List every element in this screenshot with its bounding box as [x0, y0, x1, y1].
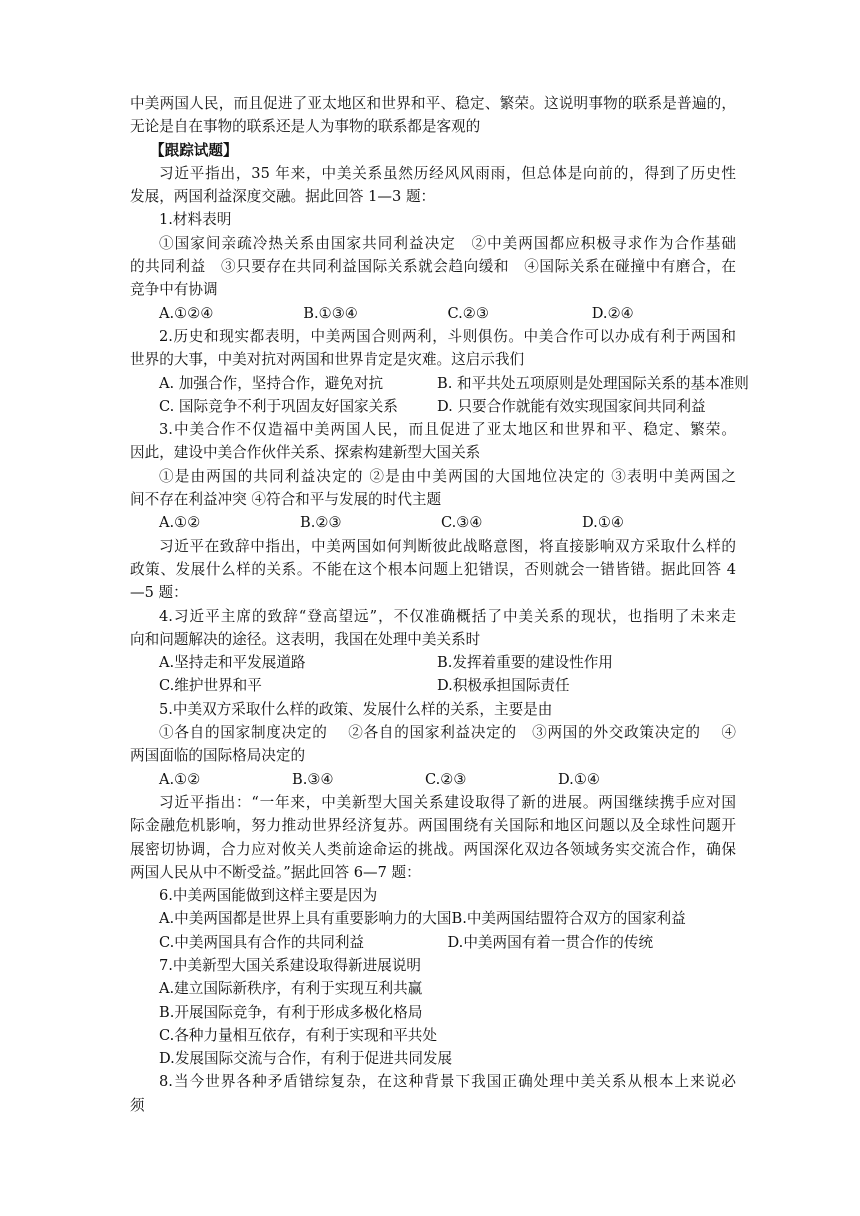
question-8: 须	[130, 1096, 145, 1114]
question-4: 4.习近平主席的致辞“登高望远”，不仅准确概括了中美关系的现状，也指明了未来走	[159, 607, 736, 625]
option-b: B.①③④	[303, 304, 358, 322]
question-1: 1.材料表明	[159, 211, 232, 229]
material-text: 习近平指出，35 年来，中美关系虽然历经风风雨雨，但总体是向前的，得到了历史性	[159, 164, 736, 182]
option-d: D.①④	[582, 514, 624, 532]
question-5: 5.中美双方采取什么样的政策、发展什么样的关系，主要是由	[159, 700, 553, 718]
question-2-options	[130, 395, 736, 418]
question-1-statements: 竞争中有协调	[130, 281, 218, 299]
option-d: D.②④	[591, 304, 634, 322]
text-line: 无论是自在事物的联系还是人为事物的联系都是客观的	[130, 118, 481, 136]
option-b: B.开展国际竞争，有利于形成多极化格局	[159, 1003, 423, 1021]
option-a: A. 加强合作，坚持合作，避免对抗	[159, 374, 384, 392]
option-d: D.发展国际交流与合作，有利于促进共同发展	[159, 1050, 453, 1068]
option-b: B.③④	[292, 770, 334, 788]
question-3: 因此，建设中美合作伙伴关系、探索构建新型大国关系	[130, 444, 481, 462]
option-c: C.②③	[425, 770, 467, 788]
question-2: 2.历史和现实都表明，中美两国合则两利，斗则俱伤。中美合作可以办成有利于两国和	[159, 327, 736, 345]
option-c: C.中美两国具有合作的共同利益	[159, 933, 365, 951]
question-1-statements: ①国家间亲疏冷热关系由国家共同利益决定 ②中美两国都应积极寻求作为合作基础	[159, 234, 736, 252]
material-text: —5 题：	[130, 584, 188, 602]
question-3-statements: 间不存在利益冲突 ④符合和平与发展的时代主题	[130, 491, 442, 509]
question-8: 8.当今世界各种矛盾错综复杂，在这种背景下我国正确处理中美关系从根本上来说必	[159, 1073, 736, 1091]
option-d: D.中美两国有着一贯合作的传统	[447, 933, 654, 951]
question-6-options	[130, 907, 736, 930]
material-text: 发展，两国利益深度交融。据此回答 1—3 题：	[130, 188, 436, 206]
option-c: C.各种力量相互依存，有利于实现和平共处	[159, 1026, 437, 1044]
question-3-statements: ①是由两国的共同利益决定的 ②是由中美两国的大国地位决定的 ③表明中美两国之	[159, 467, 736, 485]
question-4-options	[130, 651, 736, 674]
material-text: 政策、发展什么样的关系。不能在这个根本问题上犯错误，否则就会一错皆错。据此回答 4	[130, 560, 736, 578]
option-b: B.发挥着重要的建设性作用	[437, 654, 613, 672]
option-c: C.维护世界和平	[159, 677, 262, 695]
option-a: A.①②	[159, 514, 201, 532]
question-2-options	[130, 372, 749, 395]
material-text: 习近平指出：“一年来，中美新型大国关系建设取得了新的进展。两国继续携手应对国	[159, 793, 736, 811]
material-text: 际金融危机影响，努力推动世界经济复苏。两国围绕有关国际和地区问题以及全球性问题开	[130, 817, 736, 835]
option-c: C.②③	[447, 304, 489, 322]
question-7: 7.中美新型大国关系建设取得新进展说明	[159, 956, 422, 974]
material-text: 两国人民从中不断受益。”据此回答 6—7 题：	[130, 863, 421, 881]
question-4-options	[130, 674, 736, 697]
question-6: 6.中美两国能做到这样主要是因为	[159, 887, 378, 905]
section-heading: 【跟踪试题】	[150, 141, 238, 159]
text-line: 中美两国人民，而且促进了亚太地区和世界和平、稳定、繁荣。这说明事物的联系是普遍的，	[130, 95, 736, 112]
option-a: A.①②④	[159, 304, 214, 322]
option-c: C. 国际竞争不利于巩固友好国家关系	[159, 397, 398, 415]
option-b: B.中美两国结盟符合双方的国家利益	[451, 910, 686, 928]
question-3: 3.中美合作不仅造福中美两国人民，而且促进了亚太地区和世界和平、稳定、繁荣。	[159, 421, 736, 439]
option-a: A.坚持走和平发展道路	[159, 654, 306, 672]
question-4: 向和问题解决的途径。这表明，我国在处理中美关系时	[130, 630, 481, 648]
option-a: A.①②	[159, 770, 201, 788]
material-text: 习近平在致辞中指出，中美两国如何判断彼此战略意图，将直接影响双方采取什么样的	[159, 537, 736, 555]
option-d: D. 只要合作就能有效实现国家间共同利益	[437, 397, 706, 415]
option-d: D.①④	[558, 770, 600, 788]
option-d: D.积极承担国际责任	[437, 677, 570, 695]
question-5-options	[130, 768, 736, 791]
question-5-statements: 两国面临的国际格局决定的	[130, 747, 306, 765]
option-b: B. 和平共处五项原则是处理国际关系的基本准则	[437, 374, 749, 392]
question-1-options	[130, 302, 736, 325]
option-c: C.③④	[441, 514, 483, 532]
question-5-statements: ①各自的国家制度决定的 ②各自的国家利益决定的 ③两国的外交政策决定的 ④	[159, 724, 736, 742]
material-text: 展密切协调，合力应对攸关人类前途命运的挑战。两国深化双边各领域务实交流合作，确保	[130, 840, 736, 858]
question-2: 世界的大事，中美对抗对两国和世界肯定是灾难。这启示我们	[130, 351, 525, 369]
document-page	[130, 92, 749, 1117]
option-a: A.中美两国都是世界上具有重要影响力的大国	[159, 910, 452, 928]
question-3-options	[130, 511, 736, 534]
question-6-options	[130, 931, 736, 954]
question-1-statements: 的共同利益 ③只要存在共同利益国际关系就会趋向缓和 ④国际关系在碰撞中有磨合，在	[130, 258, 736, 276]
option-a: A.建立国际新秩序，有利于实现互利共赢	[159, 980, 423, 998]
option-b: B.②③	[300, 514, 342, 532]
